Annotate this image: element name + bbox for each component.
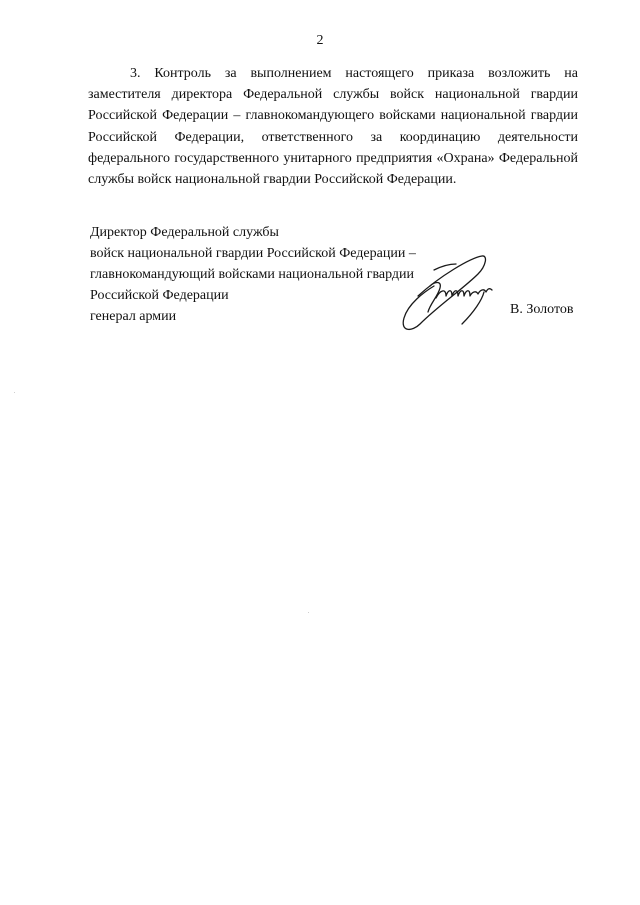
signatory-rank: генерал армии — [90, 309, 177, 324]
signatory-title-line: Российской Федерации — [90, 288, 229, 303]
handwritten-signature-icon — [390, 246, 505, 336]
page-number: 2 — [316, 33, 324, 48]
order-paragraph: 3. Контроль за выполнением настоящего приказа возложить на заместителя директора Федеральной службы войск национальной гвардии Российской Федерации – главнокомандующего войсками национальной гвардии Российской Федерации, ответственного за координацию деятельности федерального государственного унитарного предприятия «Охрана» Федеральной службы войск национальной гвардии Российской Федерации. — [88, 66, 578, 188]
scan-speck — [308, 612, 309, 613]
signatory-title-block — [90, 222, 580, 327]
signatory-title-line: главнокомандующий войсками национальной гвардии — [90, 267, 415, 282]
signatory-title-line: войск национальной гвардии Российской Федерации – — [90, 246, 416, 261]
scan-speck — [14, 392, 15, 393]
signatory-title-line: Директор Федеральной службы — [90, 225, 279, 240]
signatory-name: В. Золотов — [510, 302, 574, 317]
